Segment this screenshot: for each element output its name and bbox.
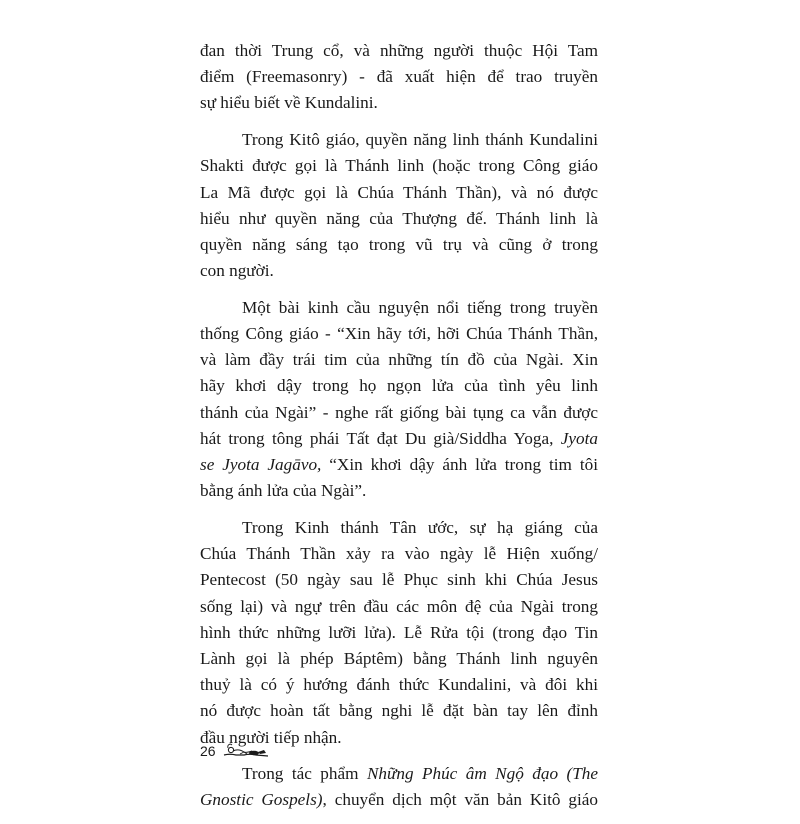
- text-line: nó được hoàn tất bằng nghi lễ đặt bàn tay lên đỉnh: [200, 701, 598, 721]
- text-line: và làm đầy trái tim của những tín đồ của Ngài. Xin: [200, 350, 598, 370]
- page-number: 26: [200, 743, 216, 759]
- paragraph: [200, 295, 598, 505]
- text-line: thánh của Ngài” - nghe rất giống bài tụng ca vẫn được: [200, 402, 598, 422]
- paragraph: [200, 761, 598, 813]
- text-line: hiểu như quyền năng của Thượng đế. Thánh linh là: [200, 208, 598, 228]
- text-line: Trong Kinh thánh Tân ước, sự hạ giáng của: [242, 517, 598, 537]
- text-line: Lành gọi là phép Báptêm) bằng Thánh linh nguyên: [200, 648, 598, 668]
- text-line: sự hiểu biết về Kundalini.: [200, 93, 378, 113]
- text-line: Chúa Thánh Thần xảy ra vào ngày lễ Hiện xuống/: [200, 544, 598, 564]
- text-line: sống lại) và ngự trên đầu các môn đệ của Ngài trong: [200, 596, 598, 616]
- text-line: Pentecost (50 ngày sau lễ Phục sinh khi Chúa Jesus: [200, 570, 598, 590]
- page-footer: [200, 741, 272, 761]
- text-line: hình thức những lưỡi lửa). Lễ Rửa tội (trong đạo Tin: [200, 622, 598, 642]
- reclining-figure-ornament-icon: [222, 742, 272, 760]
- text-line: Gnostic Gospels), chuyển dịch một văn bản Kitô giáo: [200, 790, 598, 810]
- text-line: La Mã được gọi là Chúa Thánh Thần), và nó được: [200, 182, 598, 202]
- text-line: se Jyota Jagāvo, “Xin khơi dậy ánh lửa trong tim tôi: [200, 455, 598, 475]
- text-line: Một bài kinh cầu nguyện nổi tiếng trong truyền: [242, 297, 598, 317]
- text-line: Trong Kitô giáo, quyền năng linh thánh Kundalini: [242, 130, 598, 150]
- text-line: đan thời Trung cổ, và những người thuộc Hội Tam: [200, 41, 598, 60]
- text-line: điểm (Freemasonry) - đã xuất hiện để trao truyền: [200, 67, 598, 87]
- paragraph: [200, 127, 598, 284]
- text-line: con người.: [200, 261, 274, 281]
- text-line: hãy khơi dậy trong họ ngọn lửa của tình yêu linh: [200, 376, 598, 396]
- body-text: [200, 38, 598, 824]
- text-line: hát trong tông phái Tất đạt Du già/Siddha Yoga, Jyota: [200, 428, 598, 448]
- paragraph: [200, 515, 598, 751]
- text-line: Trong tác phẩm Những Phúc âm Ngộ đạo (The: [242, 764, 598, 784]
- text-line: bằng ánh lửa của Ngài”.: [200, 481, 367, 501]
- text-line: thống Công giáo - “Xin hãy tới, hỡi Chúa Thánh Thần,: [200, 324, 598, 344]
- text-line: thuỷ là có ý hướng đánh thức Kundalini, và đôi khi: [200, 675, 598, 695]
- text-line: Shakti được gọi là Thánh linh (hoặc trong Công giáo: [200, 156, 598, 176]
- text-line: đầu người tiếp nhận.: [200, 727, 342, 747]
- paragraph: [200, 38, 598, 117]
- text-line: quyền năng sáng tạo trong vũ trụ và cũng ở trong: [200, 234, 598, 254]
